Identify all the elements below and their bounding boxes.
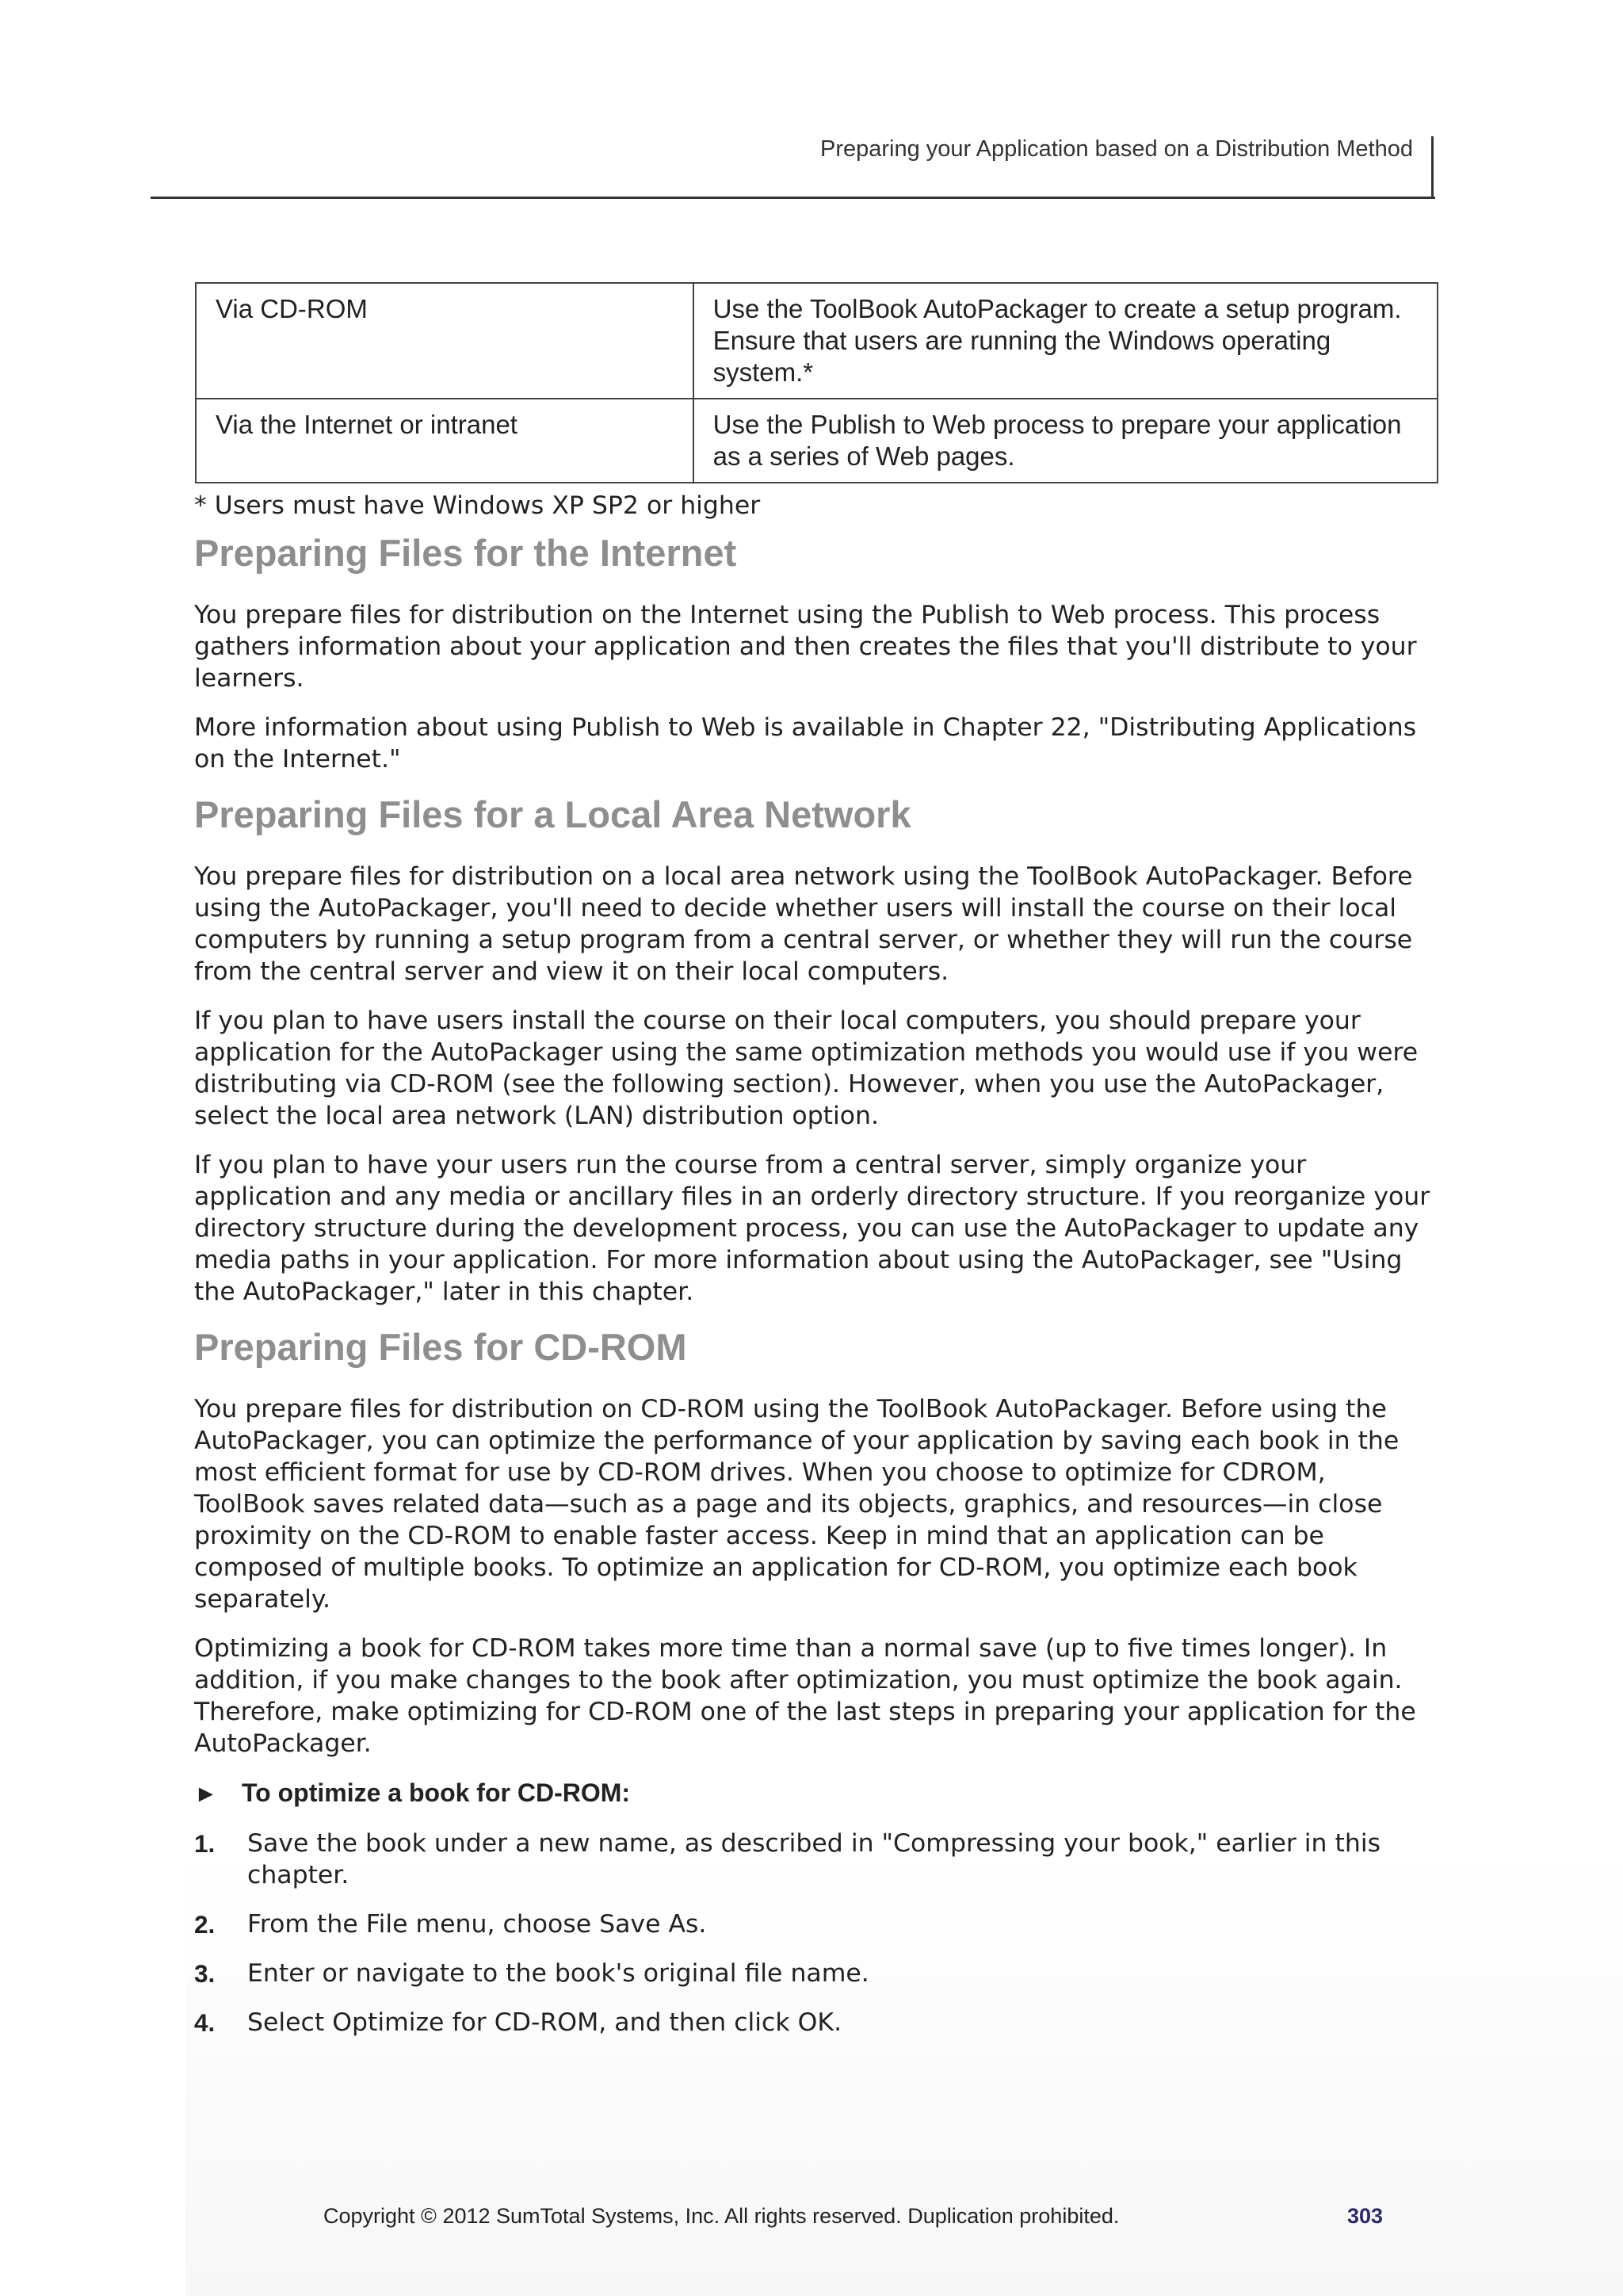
header-tick-rule [1431,136,1434,198]
body-content [194,490,1434,2056]
procedure-heading [194,1777,1434,1810]
running-header: Preparing your Application based on a Distribution Method [819,136,1413,162]
paragraph: You prepare files for distribution on CD-ROM using the ToolBook AutoPackager. Before using the AutoPackager, you can optimize the performance of your application by saving each book in the most efficient format for use by CD-ROM drives. When you choose to optimize for CDROM, ToolBook saves related data—such as a page and its objects, graphics, and resources—in close proximity on the CD-ROM to enable faster access. Keep in mind that an application can be composed of multiple books. To optimize an application for CD-ROM, you optimize each book separately. [194,1395,1400,1614]
paragraph: More information about using Publish to Web is available in Chapter 22, "Distributing Applications on the Internet." [194,713,1417,774]
footer-copyright: Copyright © 2012 SumTotal Systems, Inc. All rights reserved. Duplication prohibited. [323,2204,1120,2228]
step-number: 3. [194,1959,216,1988]
procedure-steps [194,1828,1434,2038]
section-heading-cdrom: Preparing Files for CD-ROM [194,1326,687,1368]
header-rule [151,197,1435,199]
table-cell-method: Via the Internet or intranet [196,399,693,483]
table-row [196,399,1438,483]
list-item [194,1908,1434,1940]
section-heading-internet: Preparing Files for the Internet [194,532,737,574]
triangle-right-icon: ► [194,1781,218,1807]
section-heading-lan: Preparing Files for a Local Area Network [194,793,911,835]
list-item [194,2007,1434,2038]
list-item [194,1828,1434,1891]
table-footnote: * Users must have Windows XP SP2 or higher [194,491,761,520]
paragraph: If you plan to have your users run the course from a central server, simply organize your application and any media or ancillary files in an orderly directory structure. If you reorganize your directory structure during the development process, you can use the AutoPackager to update any media paths in your application. For more information about using the AutoPackager, see "Using the AutoPackager," later in this chapter. [194,1151,1430,1306]
table-row [196,283,1438,399]
step-text: Enter or navigate to the book's original file name. [247,1959,869,1988]
table-cell-method: Via CD-ROM [196,283,693,399]
step-text: Save the book under a new name, as described in "Compressing your book," earlier in this chapter. [247,1829,1381,1889]
procedure-title: To optimize a book for CD-ROM: [242,1778,631,1807]
paragraph: If you plan to have users install the course on their local computers, you should prepare your application for the AutoPackager using the same optimization methods you would use if you were distributing via CD-ROM (see the following section). However, when you use the AutoPackager, select the local area network (LAN) distribution option. [194,1007,1419,1130]
table-cell-description: Use the ToolBook AutoPackager to create a setup program. Ensure that users are running the Windows operating system.* [693,283,1438,399]
table-cell-description: Use the Publish to Web process to prepare your application as a series of Web pages. [693,399,1438,483]
step-number: 2. [194,1910,216,1939]
step-text: Select Optimize for CD-ROM, and then click OK. [247,2008,842,2037]
step-number: 1. [194,1829,216,1858]
paragraph: Optimizing a book for CD-ROM takes more time than a normal save (up to five times longer). In addition, if you make changes to the book after optimization, you must optimize the book again. Therefore, make optimizing for CD-ROM one of the last steps in preparing your application for the AutoPackager. [194,1634,1416,1758]
distribution-method-table [195,282,1438,483]
paragraph: You prepare files for distribution on the Internet using the Publish to Web process. This process gathers information about your application and then creates the files that you'll distribute to your learners. [194,601,1417,693]
page-number: 303 [1347,2204,1384,2228]
paragraph: You prepare files for distribution on a local area network using the ToolBook AutoPackager. Before using the AutoPackager, you'll need to decide whether users will install the course on their local computers by running a setup program from a central server, or whether they will run the course from the central server and view it on their local computers. [194,862,1413,986]
step-text: From the File menu, choose Save As. [247,1910,707,1939]
list-item [194,1958,1434,1989]
step-number: 4. [194,2008,216,2037]
